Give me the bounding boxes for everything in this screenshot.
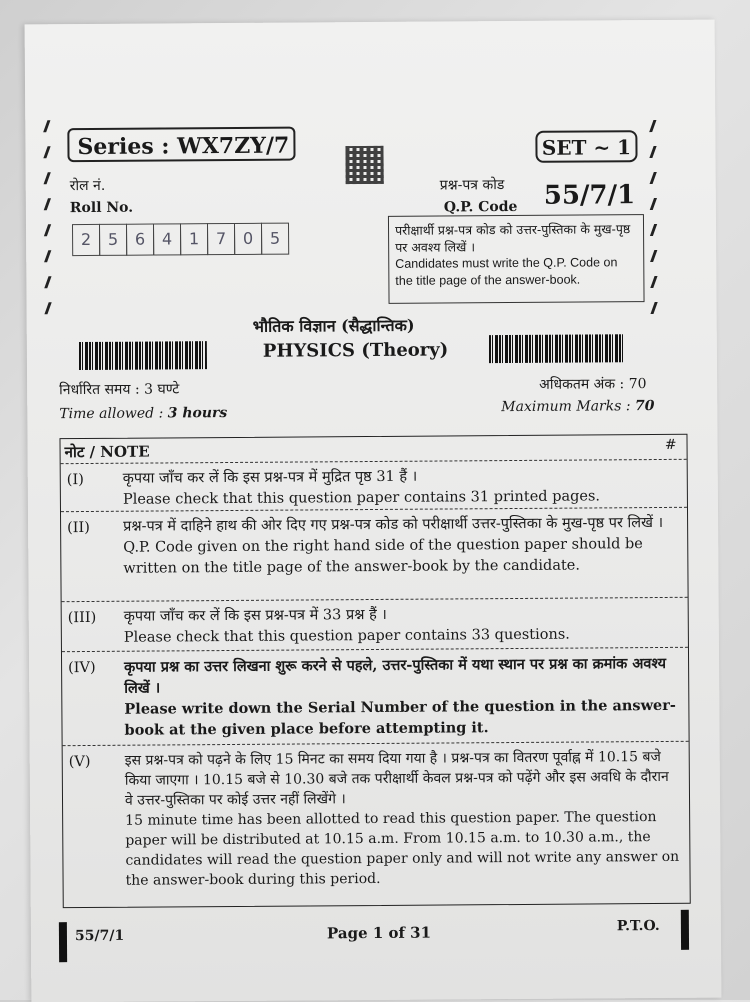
note-item-english: Please write down the Serial Number of the question in the answer-book at the given place before attempting it.	[124, 696, 676, 739]
note-item-english: Q.P. Code given on the right hand side of the question paper should be written on the title page of the answer-book by the candidate.	[123, 536, 643, 577]
candidate-instruction-english: Candidates must write the Q.P. Code on the title page of the answer-book.	[395, 255, 618, 288]
barcode-left	[79, 341, 207, 370]
roll-label-hindi: रोल नं.	[69, 177, 106, 195]
note-item-english: 15 minute time has been allotted to read this question paper. The question paper will be distributed at 10.15 a.m. From 10.15 a.m. to 10.30 a.m., the candidates will read the question paper only and will not write any answer on the answer-book during this period.	[125, 809, 680, 889]
note-item-number: (V)	[68, 753, 91, 771]
right-margin-marks	[651, 120, 655, 314]
note-item-english: Please check that this question paper contains 31 printed pages.	[122, 488, 601, 508]
roll-label-english: Roll No.	[69, 199, 134, 217]
note-heading: नोट / NOTE	[64, 442, 150, 462]
footer-mark-right	[681, 910, 689, 950]
set-label: SET ~ 1	[535, 130, 637, 163]
note-item-number: (II)	[67, 519, 90, 537]
roll-digit: 6	[126, 224, 154, 256]
time-allowed-english: Time allowed : 3 hours	[59, 405, 228, 423]
roll-number-grid	[72, 223, 288, 257]
page-number: Page 1 of 31	[326, 923, 432, 943]
note-item	[62, 597, 688, 650]
footer-mark-left	[59, 922, 67, 962]
qp-code-label-english: Q.P. Code	[443, 198, 518, 216]
note-item	[61, 459, 687, 510]
subject-hindi: भौतिक विज्ञान (सैद्धान्तिक)	[252, 315, 415, 336]
note-item-hindi: प्रश्न-पत्र में दाहिने हाथ की ओर दिए गए प्रश्न-पत्र कोड को परीक्षार्थी उत्तर-पुस्तिका के मुख-पृष्ठ पर लिखें ।	[123, 514, 664, 535]
roll-digit: 2	[72, 224, 100, 256]
note-table	[59, 434, 690, 908]
time-allowed-hindi: निर्धारित समय : 3 घण्टे	[59, 381, 180, 399]
note-item-number: (III)	[67, 609, 97, 627]
qp-code: 55/7/1	[543, 180, 636, 211]
note-item-hindi: इस प्रश्न-पत्र को पढ़ने के लिए 15 मिनट का समय दिया गया है । प्रश्न-पत्र का वितरण पूर्वाह्न में 10.15 बजे किया जाएगा । 10.15 बजे से 10.30 बजे तक परीक्षार्थी केवल प्रश्न-पत्र को पढ़ेंगे और इस अवधि के दौरान वे उत्तर-पुस्तिका पर कोई उत्तर नहीं लिखेंगे ।	[124, 748, 669, 809]
note-item-hindi: कृपया प्रश्न का उत्तर लिखना शुरू करने से पहले, उत्तर-पुस्तिका में यथा स्थान पर प्रश्न का क्रमांक अवश्य लिखें ।	[124, 654, 667, 697]
roll-digit: 1	[180, 223, 208, 255]
max-marks-english: Maximum Marks : 70	[501, 398, 655, 416]
left-margin-marks	[45, 120, 49, 314]
hash-mark: #	[664, 436, 677, 453]
footer-code: 55/7/1	[74, 927, 125, 945]
series-label: Series : WX7ZY/7	[67, 127, 295, 163]
roll-digit: 7	[207, 223, 235, 255]
qp-code-label-hindi: प्रश्न-पत्र कोड	[439, 177, 505, 194]
candidate-instruction-hindi: परीक्षार्थी प्रश्न-पत्र कोड को उत्तर-पुस्तिका के मुख-पृष्ठ पर अवश्य लिखें ।	[394, 221, 631, 255]
note-item	[63, 741, 690, 906]
barcode-right	[489, 334, 625, 363]
qr-code	[345, 146, 383, 184]
exam-paper	[25, 20, 722, 1002]
pto-label: P.T.O.	[616, 918, 660, 935]
note-item-number: (IV)	[68, 659, 96, 677]
roll-digit: 5	[261, 223, 289, 255]
note-item-hindi: कृपया जाँच कर लें कि इस प्रश्न-पत्र में मुद्रित पृष्ठ 31 हैं ।	[122, 468, 418, 487]
max-marks-hindi: अधिकतम अंक : 70	[539, 376, 647, 393]
roll-digit: 5	[99, 224, 127, 256]
note-item	[62, 647, 689, 744]
roll-digit: 4	[153, 223, 181, 255]
roll-digit: 0	[234, 223, 262, 255]
subject-english: PHYSICS (Theory)	[262, 339, 449, 362]
candidate-instruction-box	[388, 214, 645, 304]
note-item-number: (I)	[66, 472, 84, 489]
note-item-english: Please check that this question paper contains 33 questions.	[123, 626, 570, 646]
note-item-hindi: कृपया जाँच कर लें कि इस प्रश्न-पत्र में 33 प्रश्न हैं ।	[123, 606, 387, 625]
note-item	[61, 507, 688, 600]
